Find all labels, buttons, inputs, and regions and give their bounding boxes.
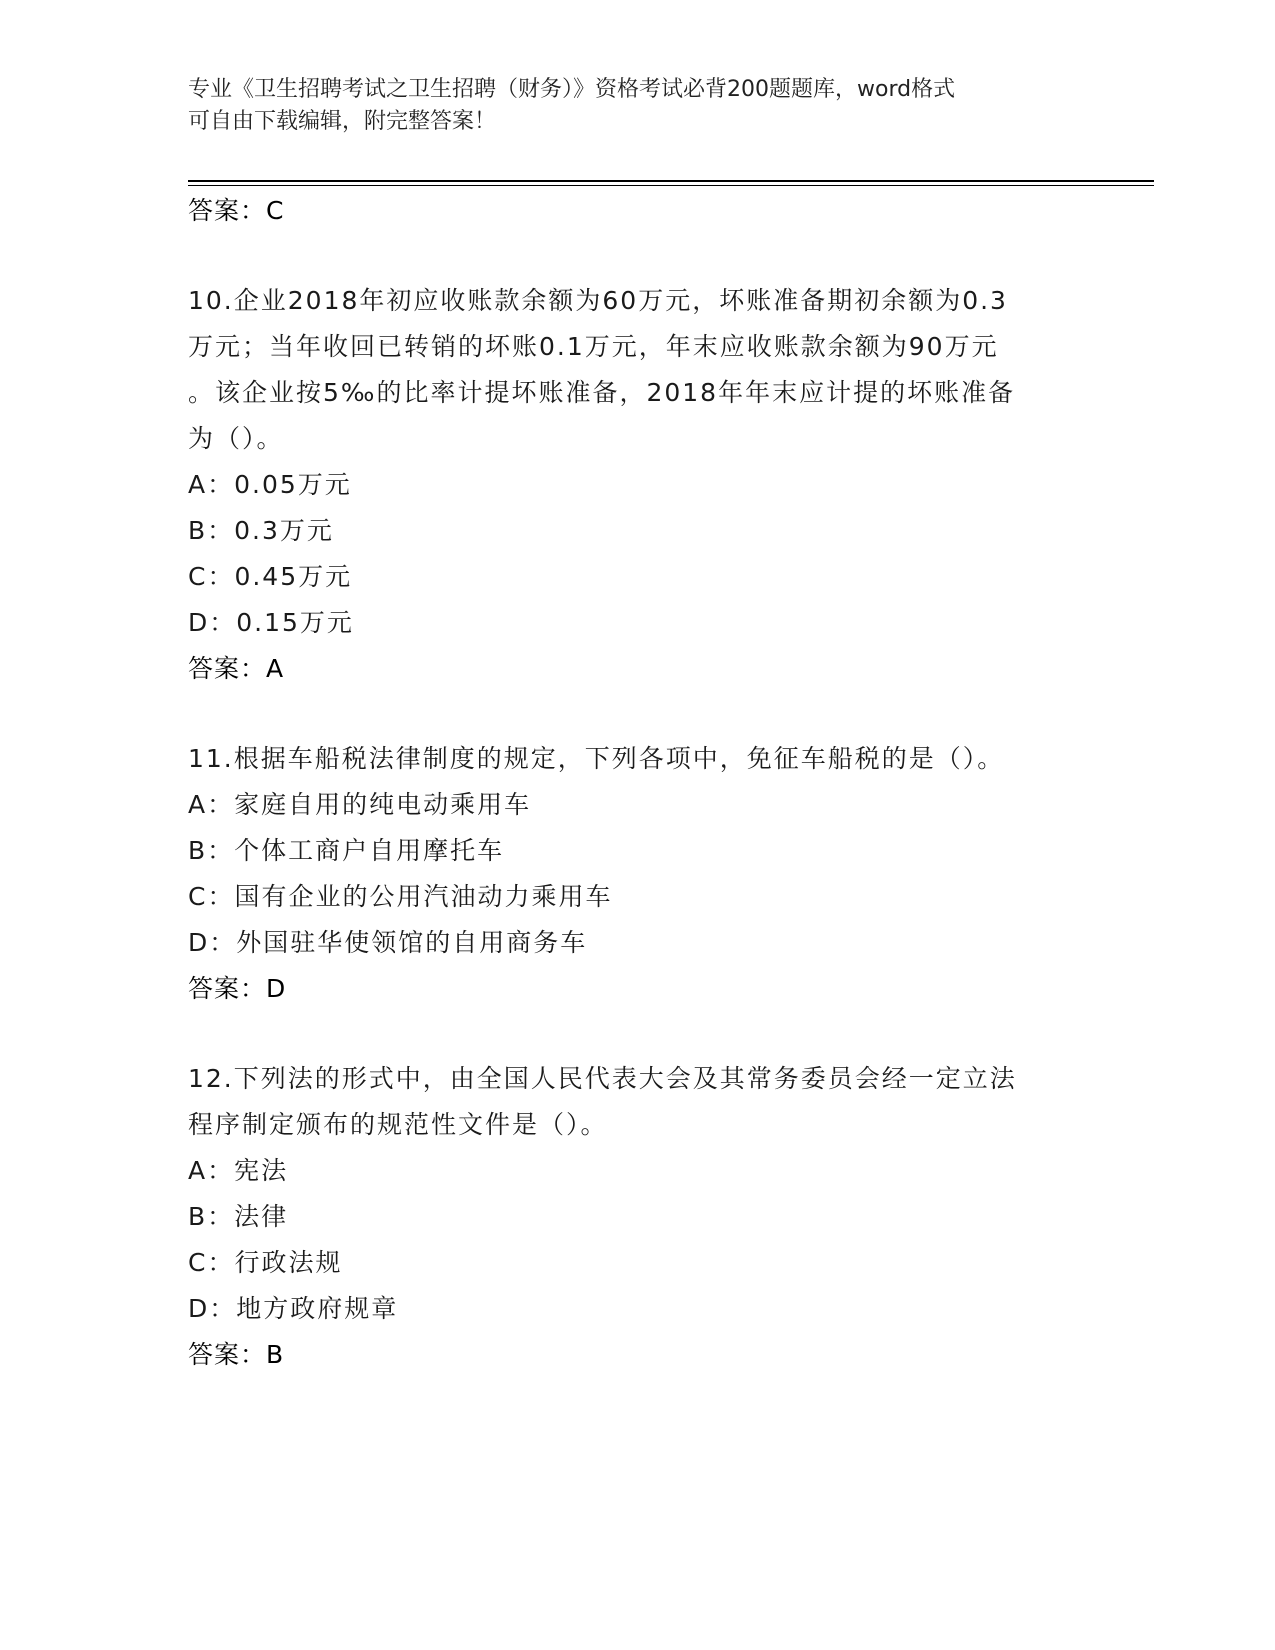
option-a: A：0.05万元 xyxy=(188,470,352,499)
question-stem-line: 。该企业按5‰的比率计提坏账准备，2018年年末应计提的坏账准备 xyxy=(188,378,1016,407)
spacer xyxy=(188,234,1088,278)
question-stem-line: 程序制定颁布的规范性文件是（）。 xyxy=(188,1110,608,1139)
answer-line: 答案：A xyxy=(188,654,285,683)
answer-line: 答案：B xyxy=(188,1340,285,1369)
option-d: D：地方政府规章 xyxy=(188,1294,399,1323)
spacer xyxy=(188,692,1088,736)
question-block xyxy=(188,736,1088,1012)
header-divider-thin xyxy=(188,185,1154,186)
header-divider-thick xyxy=(188,180,1154,182)
question-list xyxy=(188,188,1088,1378)
option-c: C：行政法规 xyxy=(188,1248,343,1277)
question-stem-line: 10.企业2018年初应收账款余额为60万元，坏账准备期初余额为0.3 xyxy=(188,286,1008,315)
header-title-line-2: 可自由下载编辑，附完整答案！ xyxy=(188,109,497,134)
option-a: A：家庭自用的纯电动乘用车 xyxy=(188,790,532,819)
option-b: B：法律 xyxy=(188,1202,289,1231)
question-stem-line: 12.下列法的形式中，由全国人民代表大会及其常务委员会经一定立法 xyxy=(188,1064,1017,1093)
header-title-line-1: 专业《卫生招聘考试之卫生招聘（财务）》资格考试必背200题题库，word格式 xyxy=(188,77,956,102)
option-b: B：个体工商户自用摩托车 xyxy=(188,836,505,865)
option-d: D：外国驻华使领馆的自用商务车 xyxy=(188,928,588,957)
document-header xyxy=(188,74,1068,138)
option-b: B：0.3万元 xyxy=(188,516,334,545)
option-a: A：宪法 xyxy=(188,1156,289,1185)
question-stem-line: 为（）。 xyxy=(188,424,284,453)
question-stem-line: 万元；当年收回已转销的坏账0.1万元，年末应收账款余额为90万元 xyxy=(188,332,999,361)
option-c: C：0.45万元 xyxy=(188,562,353,591)
question-stem-line: 11.根据车船税法律制度的规定，下列各项中，免征车船税的是（）。 xyxy=(188,744,1005,773)
spacer xyxy=(188,1012,1088,1056)
question-block xyxy=(188,278,1088,692)
answer-line: 答案：D xyxy=(188,974,287,1003)
question-block xyxy=(188,1056,1088,1378)
previous-answer: 答案：C xyxy=(188,196,285,225)
option-c: C：国有企业的公用汽油动力乘用车 xyxy=(188,882,613,911)
option-d: D：0.15万元 xyxy=(188,608,354,637)
